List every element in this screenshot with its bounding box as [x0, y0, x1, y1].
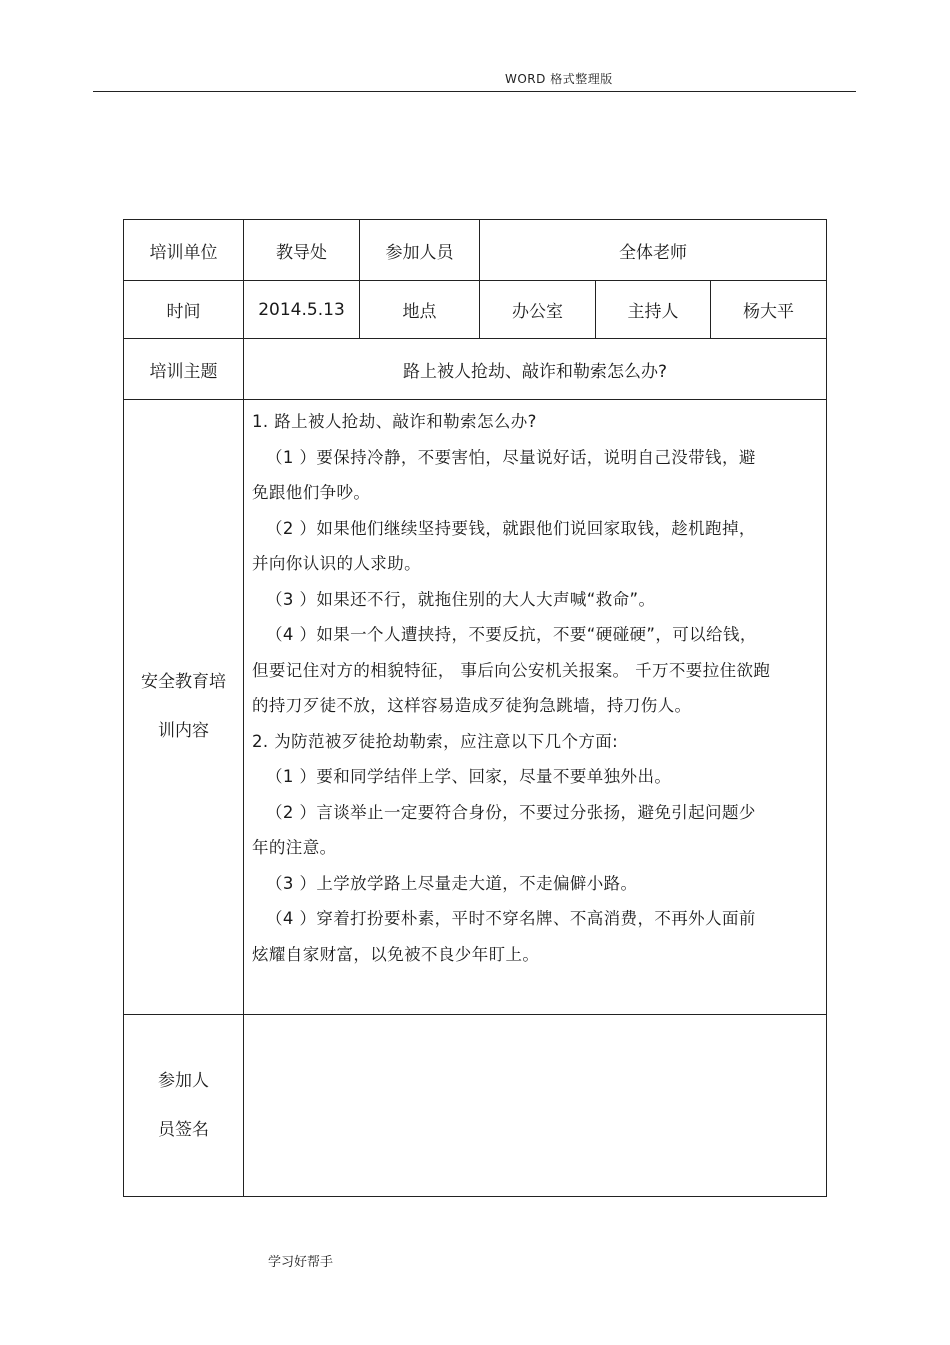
place-label: 地点: [360, 281, 480, 339]
page-footer-text: 学习好帮手: [268, 1255, 334, 1270]
content-line: （2 ）言谈举止一定要符合身份，不要过分张扬，避免引起问题少: [266, 802, 756, 822]
content-line: （4 ）穿着打扮要朴素，平时不穿名牌、不高消费，不再外人面前: [266, 909, 756, 928]
time-label: 时间: [124, 281, 244, 339]
time-value: 2014.5.13: [244, 281, 360, 339]
topic-label: 培训主题: [124, 339, 244, 400]
table-row-signature: [124, 1015, 827, 1197]
signature-label: [124, 1015, 244, 1197]
host-value: 杨大平: [711, 281, 827, 339]
content-line: （1 ）要和同学结伴上学、回家，尽量不要单独外出。: [266, 767, 672, 786]
content-line: （3 ）如果还不行，就拖住别的大人大声喊“救命”。: [266, 589, 656, 609]
table-row-time: [124, 281, 827, 339]
table-row-unit: [124, 220, 827, 281]
host-label: 主持人: [596, 281, 711, 339]
table-row-content: [124, 400, 827, 1015]
participants-value: 全体老师: [480, 220, 827, 281]
content-line: （2 ）如果他们继续坚持要钱，就跟他们说回家取钱，趁机跑掉，: [266, 518, 756, 538]
content-line: 免跟他们争吵。: [252, 483, 371, 502]
content-line: 炫耀自家财富，以免被不良少年盯上。: [252, 944, 540, 964]
content-line: （4 ）如果一个人遭挟持，不要反抗，不要“硬碰硬”，可以给钱，: [266, 625, 757, 644]
topic-value: 路上被人抢劫、敲诈和勒索怎么办?: [244, 339, 827, 400]
header-divider: [93, 91, 856, 92]
content-line: 但要记住对方的相貌特征， 事后向公安机关报案。 千万不要拉住欲跑: [252, 660, 771, 680]
page-header-title: WORD 格式整理版: [505, 72, 613, 86]
signature-area: [244, 1015, 827, 1197]
content-label-line2: 训内容: [158, 721, 209, 741]
content-line: 的持刀歹徒不放，这样容易造成歹徒狗急跳墙，持刀伤人。: [252, 696, 692, 715]
participants-label: 参加人员: [360, 220, 480, 281]
content-line: （1 ）要保持冷静，不要害怕，尽量说好话，说明自己没带钱，避: [266, 447, 756, 467]
place-value: 办公室: [480, 281, 596, 339]
content-line: 2. 为防范被歹徒抢劫勒索，应注意以下几个方面:: [252, 731, 619, 751]
content-line: （3 ）上学放学路上尽量走大道，不走偏僻小路。: [266, 873, 638, 893]
signature-label-line1: 参加人: [158, 1070, 209, 1091]
unit-label: 培训单位: [124, 220, 244, 281]
content-label-line1: 安全教育培: [141, 672, 226, 692]
content-line: 并向你认识的人求助。: [252, 554, 421, 573]
unit-value: 教导处: [244, 220, 360, 281]
content-line: 年的注意。: [252, 838, 337, 857]
table-row-topic: [124, 339, 827, 400]
content-label: [124, 400, 244, 1015]
signature-label-line2: 员签名: [158, 1119, 209, 1140]
content-line: 1. 路上被人抢劫、敲诈和勒索怎么办?: [252, 412, 537, 431]
training-record-table: [123, 219, 827, 1197]
content-body: [244, 400, 827, 1015]
